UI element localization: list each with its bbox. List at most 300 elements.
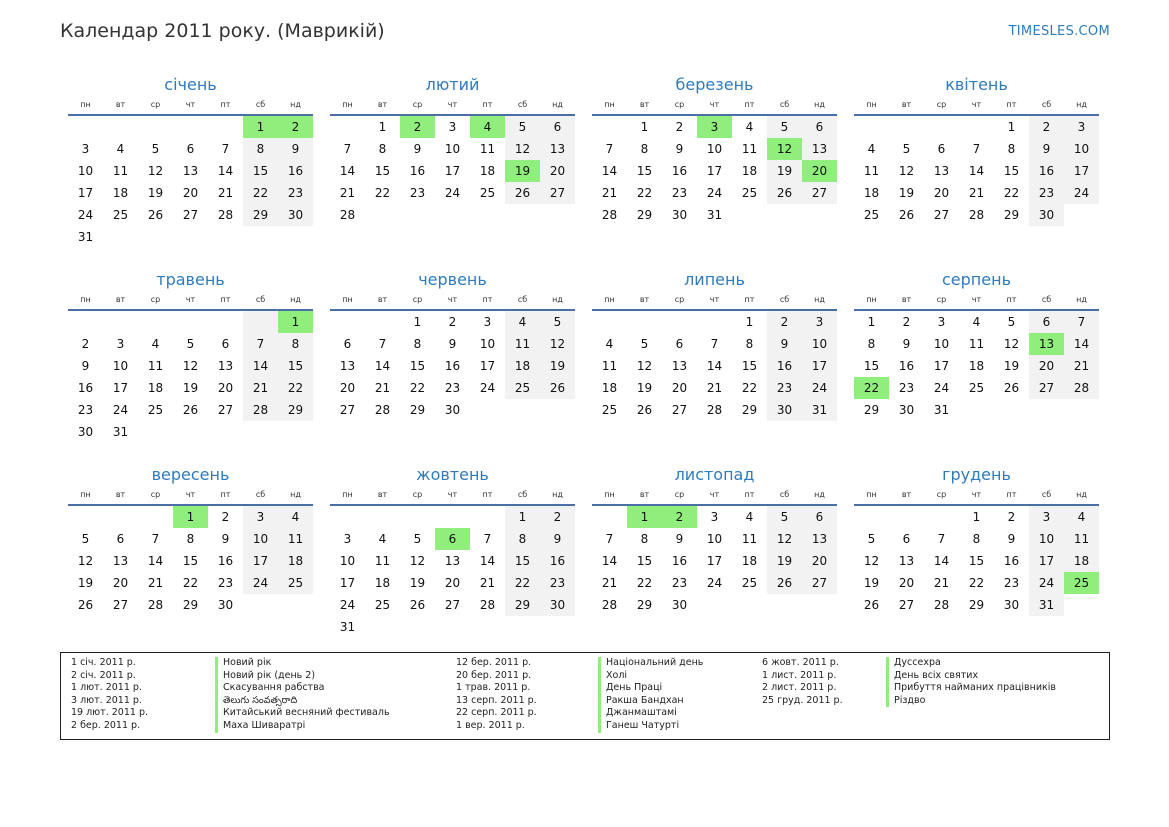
day-cell: 23	[409, 186, 426, 200]
day-cell: 7	[221, 142, 230, 156]
weekday-label: пн	[342, 100, 353, 109]
day-cell: 5	[505, 116, 540, 138]
weekday-header	[854, 488, 1099, 506]
days-grid	[592, 311, 837, 421]
day-cell: 25	[601, 403, 618, 417]
day-cell: 29	[1003, 208, 1020, 222]
day-cell: 21	[601, 186, 618, 200]
legend-entry: 2 лист. 2011 р.	[762, 682, 837, 694]
day-cell: 14	[147, 554, 164, 568]
day-cell: 15	[1003, 164, 1020, 178]
month-name: вересень	[151, 465, 230, 484]
legend-entry: తెలుగు సంవత్సరాది	[215, 695, 445, 708]
day-cell: 16	[540, 550, 575, 572]
day-cell: 8	[640, 142, 649, 156]
day-cell: 26	[409, 598, 426, 612]
weekday-label: сб	[517, 100, 528, 109]
day-cell: 28	[601, 598, 618, 612]
day-cell: 9	[767, 333, 802, 355]
day-cell: 4	[116, 142, 125, 156]
weekday-label: ср	[412, 295, 423, 304]
weekday-label: пт	[744, 100, 755, 109]
empty-cell	[924, 116, 959, 138]
weekday-label: вт	[377, 490, 388, 499]
day-cell: 18	[741, 554, 758, 568]
day-cell: 30	[77, 425, 94, 439]
day-cell: 15	[741, 359, 758, 373]
day-cell: 20	[933, 186, 950, 200]
day-cell: 14	[217, 164, 234, 178]
day-cell: 6	[1029, 311, 1064, 333]
day-cell: 15	[863, 359, 880, 373]
day-cell: 30	[671, 598, 688, 612]
day-cell: 5	[151, 142, 160, 156]
day-cell: 21	[706, 381, 723, 395]
holiday-day-cell: 22	[854, 377, 889, 399]
day-cell: 25	[968, 381, 985, 395]
day-cell: 20	[339, 381, 356, 395]
day-cell: 21	[147, 576, 164, 590]
day-cell: 8	[867, 337, 876, 351]
day-cell: 16	[898, 359, 915, 373]
month-name: листопад	[674, 465, 755, 484]
weekday-label: пн	[866, 100, 877, 109]
day-cell: 29	[409, 403, 426, 417]
day-cell: 10	[112, 359, 129, 373]
day-cell: 15	[182, 554, 199, 568]
day-cell: 24	[243, 572, 278, 594]
weekday-label: сб	[517, 490, 528, 499]
weekday-label: пн	[80, 490, 91, 499]
holiday-day-cell: 20	[802, 160, 837, 182]
day-cell: 16	[278, 160, 313, 182]
weekday-label: ср	[936, 100, 947, 109]
empty-cell	[138, 311, 173, 333]
weekday-header	[854, 293, 1099, 311]
day-cell: 15	[243, 160, 278, 182]
day-cell: 6	[802, 116, 837, 138]
day-cell: 23	[278, 182, 313, 204]
days-grid	[68, 311, 313, 443]
legend-entry: 25 груд. 2011 р.	[762, 694, 843, 706]
day-cell: 7	[1064, 311, 1099, 333]
day-cell: 4	[1064, 506, 1099, 528]
weekday-label: пт	[744, 490, 755, 499]
day-cell: 26	[767, 182, 802, 204]
day-cell: 12	[77, 554, 94, 568]
day-cell: 22	[1003, 186, 1020, 200]
day-cell: 20	[671, 381, 688, 395]
day-cell: 11	[968, 337, 985, 351]
day-cell: 24	[1064, 182, 1099, 204]
day-cell: 26	[77, 598, 94, 612]
day-cell: 27	[802, 182, 837, 204]
day-cell: 23	[671, 576, 688, 590]
weekday-label: вт	[377, 295, 388, 304]
weekday-label: вт	[639, 490, 650, 499]
empty-cell	[68, 311, 103, 333]
holiday-day-cell: 1	[173, 506, 208, 528]
weekday-label: нд	[814, 100, 825, 109]
day-cell: 18	[374, 576, 391, 590]
day-cell: 2	[221, 510, 230, 524]
month-1	[68, 72, 313, 248]
holiday-day-cell: 2	[278, 116, 313, 138]
day-cell: 17	[706, 164, 723, 178]
legend-entry: 1 січ. 2011 р.	[71, 657, 136, 668]
day-cell: 3	[937, 315, 946, 329]
day-cell: 15	[968, 554, 985, 568]
month-name: жовтень	[416, 465, 489, 484]
month-5	[68, 267, 313, 443]
day-cell: 7	[605, 142, 614, 156]
day-cell: 3	[243, 506, 278, 528]
empty-cell	[592, 311, 627, 333]
empty-cell	[854, 506, 889, 528]
day-cell: 5	[767, 116, 802, 138]
day-cell: 12	[505, 138, 540, 160]
day-cell: 7	[151, 532, 160, 546]
holiday-day-cell: 19	[505, 160, 540, 182]
day-cell: 18	[112, 186, 129, 200]
legend-dates-col-1	[71, 657, 211, 733]
day-cell: 31	[112, 425, 129, 439]
day-cell: 12	[147, 164, 164, 178]
weekday-label: пт	[220, 100, 231, 109]
day-cell: 1	[505, 506, 540, 528]
day-cell: 29	[243, 204, 278, 226]
day-cell: 14	[1064, 333, 1099, 355]
month-7	[592, 267, 837, 421]
weekday-label: нд	[814, 295, 825, 304]
day-cell: 28	[933, 598, 950, 612]
day-cell: 23	[77, 403, 94, 417]
day-cell: 24	[112, 403, 129, 417]
day-cell: 25	[863, 208, 880, 222]
day-cell: 11	[278, 528, 313, 550]
day-cell: 7	[605, 532, 614, 546]
empty-cell	[68, 116, 103, 138]
day-cell: 3	[343, 532, 352, 546]
weekday-label: пн	[604, 490, 615, 499]
day-cell: 7	[972, 142, 981, 156]
day-cell: 28	[339, 208, 356, 222]
day-cell: 11	[147, 359, 164, 373]
day-cell: 21	[374, 381, 391, 395]
days-grid	[854, 116, 1099, 226]
holiday-day-cell: 4	[470, 116, 505, 138]
legend-entry: 1 трав. 2011 р.	[456, 682, 531, 694]
day-cell: 21	[601, 576, 618, 590]
weekday-header	[592, 98, 837, 116]
weekday-label: сб	[779, 100, 790, 109]
day-cell: 11	[863, 164, 880, 178]
day-cell: 12	[636, 359, 653, 373]
weekday-label: нд	[290, 490, 301, 499]
weekday-label: сб	[779, 295, 790, 304]
legend-entry: Маха Шиваратрі	[215, 720, 445, 733]
day-cell: 13	[217, 359, 234, 373]
day-cell: 25	[278, 572, 313, 594]
day-cell: 8	[278, 333, 313, 355]
weekday-label: сб	[517, 295, 528, 304]
day-cell: 19	[767, 550, 802, 572]
empty-cell	[103, 311, 138, 333]
weekday-label: сб	[1041, 100, 1052, 109]
empty-cell	[330, 116, 365, 138]
days-grid	[330, 116, 575, 226]
day-cell: 28	[968, 208, 985, 222]
weekday-label: пн	[342, 295, 353, 304]
day-cell: 4	[505, 311, 540, 333]
weekday-label: нд	[552, 490, 563, 499]
day-cell: 1	[640, 120, 649, 134]
empty-cell	[470, 506, 505, 528]
day-cell: 19	[898, 186, 915, 200]
day-cell: 18	[479, 164, 496, 178]
weekday-label: пт	[1006, 295, 1017, 304]
day-cell: 9	[675, 532, 684, 546]
day-cell: 23	[767, 377, 802, 399]
day-cell: 24	[802, 377, 837, 399]
legend-entry: Дуссехра	[886, 657, 1101, 670]
day-cell: 14	[706, 359, 723, 373]
day-cell: 30	[1029, 204, 1064, 226]
day-cell: 26	[898, 208, 915, 222]
day-cell: 12	[1003, 337, 1020, 351]
day-cell: 30	[1003, 598, 1020, 612]
day-cell: 22	[278, 377, 313, 399]
day-cell: 3	[483, 315, 492, 329]
day-cell: 21	[933, 576, 950, 590]
day-cell: 5	[767, 506, 802, 528]
day-cell: 31	[933, 403, 950, 417]
day-cell: 25	[741, 186, 758, 200]
day-cell: 29	[863, 403, 880, 417]
legend-entry: 22 серп. 2011 р.	[456, 707, 537, 719]
day-cell: 19	[863, 576, 880, 590]
day-cell: 21	[339, 186, 356, 200]
day-cell: 14	[601, 554, 618, 568]
day-cell: 4	[378, 532, 387, 546]
day-cell: 18	[741, 164, 758, 178]
month-10	[330, 462, 575, 638]
month-6	[330, 267, 575, 421]
day-cell: 3	[448, 120, 457, 134]
day-cell: 7	[483, 532, 492, 546]
day-cell: 27	[802, 572, 837, 594]
holiday-day-cell: 12	[767, 138, 802, 160]
brand-link[interactable]: TIMESLES.COM	[1008, 24, 1110, 39]
legend-entry: День всіх святих	[886, 670, 1101, 683]
day-cell: 8	[378, 142, 387, 156]
weekday-label: пт	[220, 295, 231, 304]
legend-entry: Новий рік	[215, 657, 445, 670]
day-cell: 1	[378, 120, 387, 134]
empty-cell	[592, 116, 627, 138]
day-cell: 18	[1064, 550, 1099, 572]
day-cell: 9	[540, 528, 575, 550]
weekday-label: чт	[971, 100, 982, 109]
day-cell: 2	[1007, 510, 1016, 524]
day-cell: 17	[77, 186, 94, 200]
day-cell: 29	[278, 399, 313, 421]
legend-entry: 2 бер. 2011 р.	[71, 719, 141, 731]
day-cell: 26	[540, 377, 575, 399]
empty-cell	[208, 116, 243, 138]
holiday-day-cell: 1	[243, 116, 278, 138]
day-cell: 2	[81, 337, 90, 351]
day-cell: 16	[444, 359, 461, 373]
weekday-label: ср	[936, 490, 947, 499]
day-cell: 14	[339, 164, 356, 178]
day-cell: 6	[343, 337, 352, 351]
day-cell: 23	[217, 576, 234, 590]
day-cell: 1	[745, 315, 754, 329]
day-cell: 20	[112, 576, 129, 590]
day-cell: 31	[802, 399, 837, 421]
day-cell: 14	[968, 164, 985, 178]
day-cell: 13	[802, 138, 837, 160]
month-name: липень	[684, 270, 745, 289]
weekday-header	[330, 98, 575, 116]
day-cell: 29	[636, 598, 653, 612]
day-cell: 22	[409, 381, 426, 395]
weekday-label: чт	[447, 490, 458, 499]
weekday-label: чт	[709, 490, 720, 499]
weekday-label: чт	[185, 295, 196, 304]
day-cell: 18	[863, 186, 880, 200]
weekday-label: пт	[482, 490, 493, 499]
day-cell: 13	[933, 164, 950, 178]
legend-names-col-2	[598, 657, 758, 733]
day-cell: 20	[182, 186, 199, 200]
weekday-label: сб	[255, 490, 266, 499]
day-cell: 11	[112, 164, 129, 178]
month-name: лютий	[425, 75, 480, 94]
day-cell: 28	[1064, 377, 1099, 399]
day-cell: 8	[505, 528, 540, 550]
day-cell: 28	[243, 399, 278, 421]
day-cell: 11	[1064, 528, 1099, 550]
day-cell: 4	[745, 510, 754, 524]
day-cell: 10	[1029, 528, 1064, 550]
weekday-label: чт	[971, 295, 982, 304]
day-cell: 26	[863, 598, 880, 612]
day-cell: 12	[767, 528, 802, 550]
day-cell: 19	[409, 576, 426, 590]
day-cell: 20	[1029, 355, 1064, 377]
day-cell: 20	[898, 576, 915, 590]
day-cell: 22	[636, 576, 653, 590]
day-cell: 27	[217, 403, 234, 417]
day-cell: 6	[937, 142, 946, 156]
day-cell: 6	[675, 337, 684, 351]
day-cell: 24	[339, 598, 356, 612]
day-cell: 24	[706, 576, 723, 590]
day-cell: 31	[339, 620, 356, 634]
day-cell: 15	[374, 164, 391, 178]
day-cell: 26	[505, 182, 540, 204]
holiday-day-cell: 2	[400, 116, 435, 138]
day-cell: 31	[706, 208, 723, 222]
legend-entry: 13 серп. 2011 р.	[456, 694, 537, 706]
legend-entry: День Праці	[598, 682, 758, 695]
empty-cell	[173, 311, 208, 333]
day-cell: 18	[968, 359, 985, 373]
days-grid	[854, 506, 1099, 616]
day-cell: 27	[540, 182, 575, 204]
day-cell: 2	[1029, 116, 1064, 138]
day-cell: 27	[933, 208, 950, 222]
day-cell: 13	[444, 554, 461, 568]
legend-entry: Новий рік (день 2)	[215, 670, 445, 683]
weekday-label: пн	[604, 100, 615, 109]
day-cell: 24	[706, 186, 723, 200]
day-cell: 27	[182, 208, 199, 222]
day-cell: 28	[601, 208, 618, 222]
day-cell: 10	[339, 554, 356, 568]
day-cell: 16	[77, 381, 94, 395]
day-cell: 27	[898, 598, 915, 612]
day-cell: 6	[802, 506, 837, 528]
month-8	[854, 267, 1099, 421]
day-cell: 24	[444, 186, 461, 200]
weekday-label: пт	[482, 100, 493, 109]
day-cell: 17	[933, 359, 950, 373]
day-cell: 6	[221, 337, 230, 351]
day-cell: 24	[77, 208, 94, 222]
month-12	[854, 462, 1099, 616]
month-name: грудень	[942, 465, 1011, 484]
day-cell: 5	[867, 532, 876, 546]
day-cell: 16	[671, 554, 688, 568]
day-cell: 22	[505, 572, 540, 594]
empty-cell	[400, 506, 435, 528]
legend-entry: Національний день	[598, 657, 758, 670]
day-cell: 20	[802, 550, 837, 572]
weekday-label: нд	[552, 295, 563, 304]
weekday-label: вт	[639, 100, 650, 109]
legend-entry: 2 січ. 2011 р.	[71, 669, 136, 681]
day-cell: 29	[505, 594, 540, 616]
day-cell: 21	[968, 186, 985, 200]
weekday-label: чт	[447, 100, 458, 109]
day-cell: 18	[147, 381, 164, 395]
holiday-legend	[60, 652, 1110, 740]
day-cell: 23	[444, 381, 461, 395]
legend-entry: Холі	[598, 670, 758, 683]
day-cell: 29	[182, 598, 199, 612]
day-cell: 9	[675, 142, 684, 156]
day-cell: 20	[444, 576, 461, 590]
day-cell: 10	[77, 164, 94, 178]
weekday-label: пн	[866, 295, 877, 304]
day-cell: 23	[671, 186, 688, 200]
day-cell: 23	[898, 381, 915, 395]
legend-entry: Ракша Бандхан	[598, 695, 758, 708]
month-name: травень	[156, 270, 225, 289]
day-cell: 21	[217, 186, 234, 200]
day-cell: 24	[479, 381, 496, 395]
day-cell: 7	[343, 142, 352, 156]
day-cell: 24	[933, 381, 950, 395]
day-cell: 5	[81, 532, 90, 546]
day-cell: 30	[671, 208, 688, 222]
day-cell: 25	[112, 208, 129, 222]
weekday-label: чт	[971, 490, 982, 499]
day-cell: 23	[540, 572, 575, 594]
